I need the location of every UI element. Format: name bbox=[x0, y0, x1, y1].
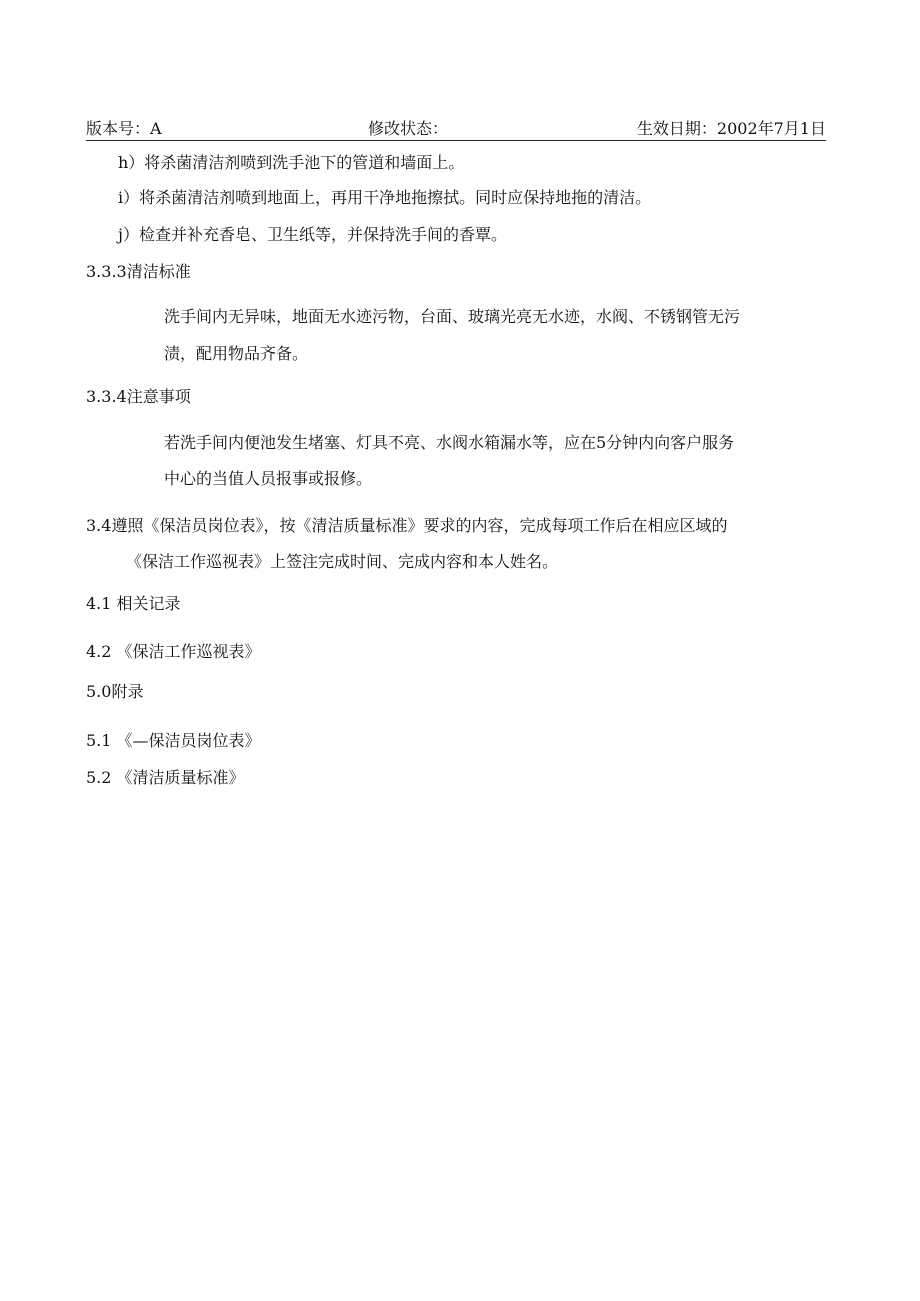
section-333-paragraph-line1: 洗手间内无异味，地面无水迹污物，台面、玻璃光亮无水迹，水阀、不锈钢管无污 bbox=[164, 307, 741, 326]
section-334-paragraph-line2: 中心的当值人员报事或报修。 bbox=[164, 469, 373, 488]
page-header bbox=[86, 118, 826, 141]
section-41: 4.1 相关记录 bbox=[86, 594, 181, 613]
header-revision-status: 修改状态： bbox=[368, 119, 449, 138]
section-334-heading: 3.3.4注意事项 bbox=[86, 387, 191, 406]
section-52: 5.2 《清洁质量标准》 bbox=[86, 768, 245, 787]
section-333-paragraph-line2: 渍，配用物品齐备。 bbox=[164, 344, 309, 363]
section-42: 4.2 《保洁工作巡视表》 bbox=[86, 642, 261, 661]
item-i: i）将杀菌清洁剂喷到地面上，再用干净地拖擦拭。同时应保持地拖的清洁。 bbox=[118, 188, 652, 207]
section-51: 5.1 《—保洁员岗位表》 bbox=[86, 731, 261, 750]
item-h: h）将杀菌清洁剂喷到洗手池下的管道和墙面上。 bbox=[118, 153, 465, 172]
section-34-line2: 《保洁工作巡视表》上签注完成时间、完成内容和本人姓名。 bbox=[126, 552, 559, 571]
section-34-line1: 3.4遵照《保洁员岗位表》，按《清洁质量标准》要求的内容，完成每项工作后在相应区域的 bbox=[86, 516, 728, 535]
section-333-heading: 3.3.3清洁标准 bbox=[86, 262, 191, 281]
section-334-paragraph-line1: 若洗手间内便池发生堵塞、灯具不亮、水阀水箱漏水等，应在5分钟内向客户服务 bbox=[164, 433, 735, 452]
section-50-appendix: 5.0附录 bbox=[86, 682, 144, 701]
item-j: j）检查并补充香皂、卫生纸等，并保持洗手间的香覃。 bbox=[118, 225, 507, 244]
header-version: 版本号：A bbox=[86, 119, 162, 138]
header-effective-date: 生效日期：2002年7月1日 bbox=[636, 119, 826, 138]
